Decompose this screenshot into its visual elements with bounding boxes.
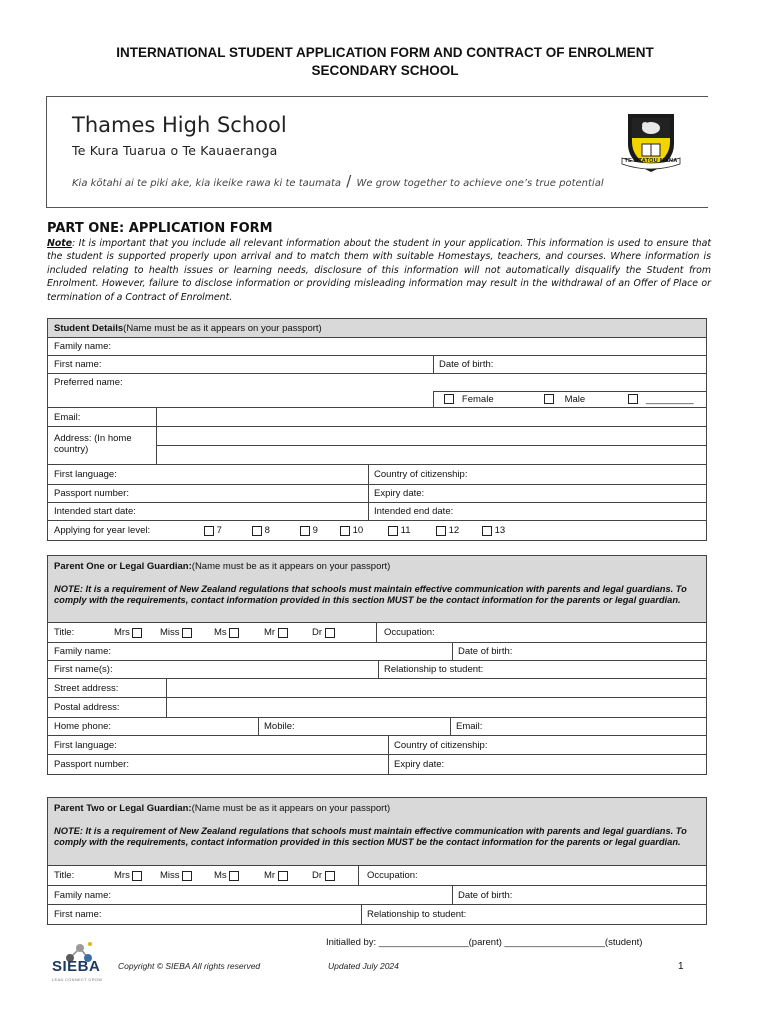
- school-maori-name: Te Kura Tuarua o Te Kauaeranga: [72, 143, 278, 158]
- parent-one-postal-row: [48, 698, 706, 718]
- year-10-label: 10: [352, 525, 364, 536]
- student-first-name-label[interactable]: First name:: [54, 359, 102, 370]
- male-checkbox[interactable]: [544, 394, 554, 404]
- year-level-7[interactable]: [198, 521, 222, 540]
- year-7-checkbox[interactable]: [204, 526, 214, 536]
- initialled-by-line: Initialled by: _________________(parent) ___________________(student): [326, 937, 643, 948]
- student-email-label: Email:: [54, 411, 81, 423]
- parent-one-title-mrs[interactable]: [108, 623, 142, 642]
- year-10-checkbox[interactable]: [340, 526, 350, 536]
- ms-checkbox[interactable]: [229, 871, 239, 881]
- student-email-row: [48, 408, 706, 427]
- student-start-date-label[interactable]: Intended start date:: [54, 506, 136, 517]
- student-header-title: Student Details: [54, 322, 124, 334]
- parent-one-family-name-label[interactable]: Family name:: [54, 646, 112, 657]
- miss-label: Miss: [160, 627, 180, 638]
- student-preferred-name-row: [48, 374, 706, 408]
- parent-two-table: [47, 797, 707, 925]
- parent-two-title-row: [48, 866, 706, 886]
- parent-two-first-name-row: [48, 905, 706, 924]
- year-8-checkbox[interactable]: [252, 526, 262, 536]
- mr-checkbox[interactable]: [278, 628, 288, 638]
- updated-date: Updated July 2024: [328, 961, 399, 971]
- year-level-label: Applying for year level:: [54, 525, 151, 536]
- parent-one-citizenship-label[interactable]: Country of citizenship:: [394, 739, 488, 751]
- parent-two-title-label: Title:: [54, 870, 75, 881]
- mr-checkbox[interactable]: [278, 871, 288, 881]
- parent-one-title-mr[interactable]: [258, 623, 288, 642]
- student-family-name-row[interactable]: [48, 338, 706, 356]
- year-level-12[interactable]: [430, 521, 459, 540]
- student-header-row: [48, 319, 706, 338]
- year-12-checkbox[interactable]: [436, 526, 446, 536]
- sieba-logo-text: SIEBA: [52, 958, 101, 975]
- year-9-label: 9: [312, 525, 318, 536]
- parent-one-email-label[interactable]: Email:: [456, 721, 483, 732]
- year-level-8[interactable]: [246, 521, 270, 540]
- student-first-name-row: [48, 356, 706, 374]
- student-address-label: Address: (In home country): [54, 433, 132, 455]
- mrs-checkbox[interactable]: [132, 871, 142, 881]
- mrs-label: Mrs: [114, 627, 130, 638]
- student-year-level-row: [48, 521, 706, 540]
- year-9-checkbox[interactable]: [300, 526, 310, 536]
- student-expiry-label[interactable]: Expiry date:: [374, 488, 425, 499]
- year-11-label: 11: [400, 525, 411, 536]
- parent-one-passport-row: [48, 755, 706, 774]
- other-blank: _________: [645, 393, 694, 405]
- miss-checkbox[interactable]: [182, 871, 192, 881]
- year-level-9[interactable]: [294, 521, 318, 540]
- parent-two-title-mrs[interactable]: [108, 866, 142, 885]
- copyright-text: Copyright © SIEBA All rights reserved: [118, 961, 261, 971]
- parent-one-first-names-label[interactable]: First name(s):: [54, 664, 113, 675]
- parent-two-occupation-label[interactable]: Occupation:: [367, 870, 418, 881]
- part-one-heading: PART ONE: APPLICATION FORM: [47, 221, 273, 236]
- crest-motto-text: TE OTATOU MANA: [624, 158, 678, 164]
- parent-one-home-phone-label[interactable]: Home phone:: [54, 721, 112, 732]
- parent-one-title-miss[interactable]: [154, 623, 192, 642]
- school-crest-logo: [620, 108, 682, 178]
- dr-label: Dr: [312, 627, 323, 638]
- parent-two-header-title: Parent Two or Legal Guardian:: [54, 803, 192, 814]
- parent-two-relationship-label[interactable]: Relationship to student:: [367, 909, 467, 920]
- parent-two-dob-label[interactable]: Date of birth:: [458, 889, 513, 901]
- parent-one-title-dr[interactable]: [306, 623, 335, 642]
- year-11-checkbox[interactable]: [388, 526, 398, 536]
- motto-english: We grow together to achieve one’s true potential: [356, 178, 604, 189]
- student-dates-row: [48, 503, 706, 521]
- parent-two-title-mr[interactable]: [258, 866, 288, 885]
- page-number: 1: [678, 961, 684, 972]
- sieba-logo: [50, 940, 110, 984]
- miss-checkbox[interactable]: [182, 628, 192, 638]
- parent-one-header-title: Parent One or Legal Guardian:: [54, 561, 192, 572]
- student-preferred-name-label[interactable]: Preferred name:: [54, 377, 123, 388]
- parent-one-expiry-label[interactable]: Expiry date:: [394, 759, 445, 770]
- motto-separator: /: [346, 172, 352, 190]
- parent-two-title-miss[interactable]: [154, 866, 192, 885]
- parent-one-first-name-row: [48, 661, 706, 679]
- note-body: : It is important that you include all relevant information about the student in your application. This information is used to ensure that the student is supported properly upon arrival and to match them with suitable Homestays, teachers, and courses. Where information is included relating to health issues or learning needs, disclosure of this information will not automatically disqualify the Student from Enrolment. However, failure to disclose information or providing misleading information may result in the withdrawal of an Offer of Place or termination of a Contract of Enrolment.: [47, 238, 711, 303]
- mrs-checkbox[interactable]: [132, 628, 142, 638]
- gender-male-option[interactable]: [538, 391, 585, 407]
- parent-one-note: NOTE: It is a requirement of New Zealand regulations that schools must maintain effective communication with parents and legal guardians. To comply with the requirements, contact information provided in this section MUST be the contact information for the parents or legal guardian.: [54, 584, 687, 605]
- parent-two-note: NOTE: It is a requirement of New Zealand regulations that schools must maintain effective communication with parents and legal guardians. To comply with the requirements, contact information provided in this section MUST be the contact information for the parents or legal guardian.: [54, 826, 687, 847]
- ms-checkbox[interactable]: [229, 628, 239, 638]
- dr-checkbox[interactable]: [325, 628, 335, 638]
- parent-one-street-row: [48, 679, 706, 698]
- parent-one-street-label: Street address:: [54, 682, 119, 694]
- student-language-row: [48, 465, 706, 485]
- female-label: Female: [461, 393, 494, 405]
- parent-one-header-row: [48, 556, 706, 623]
- female-checkbox[interactable]: [444, 394, 454, 404]
- year-13-label: 13: [494, 525, 506, 536]
- parent-one-postal-label: Postal address:: [54, 702, 120, 713]
- dr-checkbox[interactable]: [325, 871, 335, 881]
- parent-two-title-dr[interactable]: [306, 866, 335, 885]
- parent-one-passport-label[interactable]: Passport number:: [54, 759, 129, 770]
- parent-one-language-row: [48, 736, 706, 755]
- parent-one-title-label: Title:: [54, 627, 75, 638]
- parent-two-header-row: [48, 798, 706, 866]
- student-end-date-label[interactable]: Intended end date:: [374, 506, 454, 517]
- ms-label: Ms: [214, 870, 227, 881]
- parent-one-occupation-label[interactable]: Occupation:: [384, 627, 435, 638]
- student-header-note: (Name must be as it appears on your passport): [123, 322, 322, 334]
- miss-label: Miss: [160, 870, 180, 881]
- year-level-13[interactable]: [476, 521, 505, 540]
- school-motto: [72, 172, 604, 190]
- year-7-label: 7: [216, 525, 222, 536]
- mr-label: Mr: [264, 870, 276, 881]
- parent-one-phone-row: [48, 718, 706, 736]
- parent-one-first-language-label[interactable]: First language:: [54, 739, 117, 751]
- form-title-line1: INTERNATIONAL STUDENT APPLICATION FORM AND CONTRACT OF ENROLMENT: [116, 45, 654, 60]
- student-details-table: [47, 318, 707, 541]
- student-dob-label[interactable]: Date of birth:: [439, 359, 494, 370]
- student-address-row: [48, 427, 706, 465]
- parent-one-mobile-label[interactable]: Mobile:: [264, 721, 295, 732]
- note-label: Note: [47, 238, 73, 249]
- student-first-language-label[interactable]: First language:: [54, 469, 117, 480]
- parent-one-header-note: (Name must be as it appears on your passport): [191, 561, 391, 572]
- part-one-note: [47, 237, 711, 304]
- year-8-label: 8: [264, 525, 270, 536]
- parent-two-first-name-label[interactable]: First name:: [54, 909, 102, 920]
- other-checkbox[interactable]: [628, 394, 638, 404]
- form-title-line2: SECONDARY SCHOOL: [311, 63, 459, 78]
- ms-label: Ms: [214, 627, 227, 638]
- student-citizenship-label[interactable]: Country of citizenship:: [374, 469, 468, 480]
- year-12-label: 12: [448, 525, 460, 536]
- parent-one-family-row: [48, 643, 706, 661]
- parent-two-title-ms[interactable]: [208, 866, 239, 885]
- parent-one-dob-label[interactable]: Date of birth:: [458, 646, 513, 657]
- male-label: Male: [564, 393, 586, 405]
- sieba-logo-tagline: LEAD CONNECT GROW: [52, 977, 103, 982]
- parent-two-family-row: [48, 886, 706, 905]
- student-passport-label[interactable]: Passport number:: [54, 488, 129, 499]
- gender-female-option[interactable]: [438, 391, 494, 407]
- student-family-name-label: Family name:: [54, 341, 112, 352]
- motto-maori: Kia kōtahi ai te piki ake, kia ikeike rawa ki te taumata: [72, 178, 342, 189]
- gender-other-option[interactable]: [622, 391, 693, 407]
- student-passport-row: [48, 485, 706, 503]
- parent-one-title-row: [48, 623, 706, 643]
- year-level-10[interactable]: [334, 521, 363, 540]
- parent-one-title-ms[interactable]: [208, 623, 239, 642]
- mr-label: Mr: [264, 627, 276, 638]
- year-level-11[interactable]: [382, 521, 411, 540]
- school-name: Thames High School: [72, 113, 287, 137]
- parent-two-family-name-label[interactable]: Family name:: [54, 889, 112, 901]
- parent-one-table: [47, 555, 707, 775]
- year-13-checkbox[interactable]: [482, 526, 492, 536]
- mrs-label: Mrs: [114, 870, 130, 881]
- parent-one-relationship-label[interactable]: Relationship to student:: [384, 664, 484, 675]
- dr-label: Dr: [312, 870, 323, 881]
- parent-two-header-note: (Name must be as it appears on your passport): [191, 803, 391, 814]
